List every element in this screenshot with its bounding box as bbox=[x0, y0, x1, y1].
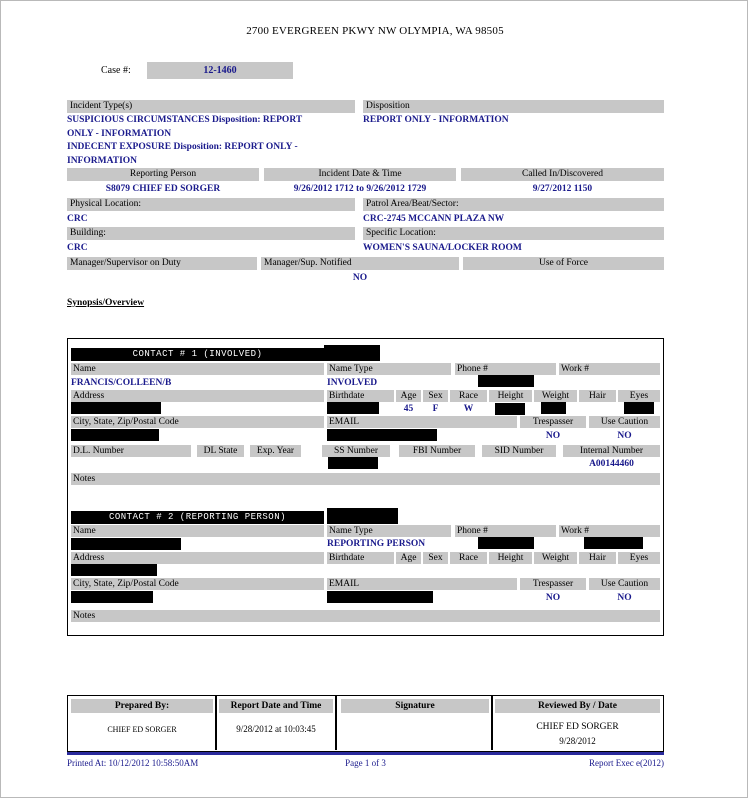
contact-1-phone-label: Phone # bbox=[455, 363, 556, 375]
foot-divider-2 bbox=[335, 696, 337, 750]
contact-2-city-label: City, State, Zip/Postal Code bbox=[71, 578, 324, 590]
contact-2-work-label: Work # bbox=[559, 525, 660, 537]
contact-2-address-label: Address bbox=[71, 552, 324, 564]
contact-2-name-redaction bbox=[71, 538, 181, 550]
contact-2-age-label: Age bbox=[396, 552, 421, 564]
called-in-label: Called In/Discovered bbox=[461, 168, 664, 181]
contact-2-title-redaction bbox=[327, 508, 398, 524]
incident-datetime-label: Incident Date & Time bbox=[264, 168, 456, 181]
contact-1-title: CONTACT # 1 (INVOLVED) bbox=[71, 348, 324, 361]
contact-1-trespasser-label: Trespasser bbox=[520, 416, 586, 428]
contact-1-name-type-value: INVOLVED bbox=[327, 378, 378, 388]
patrol-area-value: CRC-2745 MCCANN PLAZA NW bbox=[363, 214, 505, 224]
contact-2-birthdate-label: Birthdate bbox=[327, 552, 394, 564]
contact-1-eyes-redaction bbox=[624, 402, 654, 414]
manager-notified-label: Manager/Sup. Notified bbox=[261, 257, 459, 270]
contact-2-phone-redaction bbox=[478, 537, 534, 549]
contact-2-name-type-label: Name Type bbox=[327, 525, 451, 537]
contact-2-email-label: EMAIL bbox=[327, 578, 517, 590]
printed-at: Printed At: 10/12/2012 10:58:50AM bbox=[67, 758, 199, 768]
contact-2-hair-label: Hair bbox=[579, 552, 616, 564]
contact-2-address-redaction bbox=[71, 564, 157, 576]
contact-1-name-label: Name bbox=[71, 363, 324, 375]
incident-types-value bbox=[67, 114, 359, 168]
prepared-by-label: Prepared By: bbox=[71, 699, 213, 713]
contact-2-height-label: Height bbox=[489, 552, 532, 564]
specific-location-value: WOMEN'S SAUNA/LOCKER ROOM bbox=[363, 243, 522, 253]
reporting-person-label: Reporting Person bbox=[67, 168, 259, 181]
incident-type-line-2: ONLY - INFORMATION bbox=[67, 128, 172, 139]
contact-1-name-type-label: Name Type bbox=[327, 363, 451, 375]
synopsis-label: Synopsis/Overview bbox=[67, 298, 145, 308]
reviewed-by-label: Reviewed By / Date bbox=[495, 699, 660, 713]
contact-1-address-label: Address bbox=[71, 390, 324, 402]
contact-1-weight-redaction bbox=[541, 402, 566, 414]
incident-type-line-1: SUSPICIOUS CIRCUMSTANCES Disposition: REPORT bbox=[67, 115, 303, 125]
contact-2-trespasser-value: NO bbox=[545, 593, 561, 603]
contact-1-age-label: Age bbox=[396, 390, 421, 402]
contact-1-city-label: City, State, Zip/Postal Code bbox=[71, 416, 324, 428]
contact-1-title-redaction bbox=[324, 345, 380, 361]
contact-2-weight-label: Weight bbox=[534, 552, 577, 564]
contact-1-use-caution-value: NO bbox=[617, 431, 632, 441]
contact-1-internal-number-value: A00144460 bbox=[589, 459, 634, 469]
manager-supervisor-label: Manager/Supervisor on Duty bbox=[67, 257, 257, 270]
contact-2-trespasser-label: Trespasser bbox=[520, 578, 586, 590]
contact-1-name-value: FRANCIS/COLLEEN/B bbox=[71, 378, 172, 388]
contact-1-fbi-number-label: FBI Number bbox=[399, 445, 475, 457]
reviewed-by-value: CHIEF ED SORGER bbox=[536, 722, 619, 732]
case-number-value: 12-1460 bbox=[203, 65, 237, 76]
signature-label: Signature bbox=[341, 699, 489, 713]
called-in-value: 9/27/2012 1150 bbox=[532, 184, 593, 194]
contact-2-title: CONTACT # 2 (REPORTING PERSON) bbox=[71, 511, 324, 524]
contact-1-hair-label: Hair bbox=[579, 390, 616, 402]
physical-location-value: CRC bbox=[67, 214, 88, 224]
contact-1-height-redaction bbox=[495, 403, 525, 415]
contact-1-dl-state-label: DL State bbox=[197, 445, 244, 457]
contact-1-exp-year-label: Exp. Year bbox=[250, 445, 301, 457]
incident-type-line-3: INDECENT EXPOSURE Disposition: REPORT ONLY - bbox=[67, 142, 298, 152]
contact-1-address-redaction bbox=[71, 402, 161, 414]
contact-1-race-value: W bbox=[463, 404, 474, 414]
contact-1-height-label: Height bbox=[489, 390, 532, 402]
contact-1-sex-value: F bbox=[432, 404, 439, 414]
contact-2-work-redaction bbox=[584, 537, 643, 549]
foot-divider-3 bbox=[491, 696, 493, 750]
report-date-value: 9/28/2012 at 10:03:45 bbox=[236, 724, 316, 734]
specific-location-label: Specific Location: bbox=[363, 227, 664, 240]
contact-2-race-label: Race bbox=[450, 552, 487, 564]
contact-1-weight-label: Weight bbox=[534, 390, 577, 402]
building-value: CRC bbox=[67, 243, 88, 253]
contact-2-name-type-value: REPORTING PERSON bbox=[327, 539, 426, 549]
reporting-person-value: S8079 CHIEF ED SORGER bbox=[105, 184, 221, 194]
contact-1-phone-redaction bbox=[478, 375, 534, 387]
contact-1-use-caution-label: Use Caution bbox=[589, 416, 660, 428]
contact-1-ss-number-redaction bbox=[328, 457, 378, 469]
contact-1-birthdate-label: Birthdate bbox=[327, 390, 394, 402]
contact-1-city-redaction bbox=[71, 429, 159, 441]
contact-1-eyes-label: Eyes bbox=[618, 390, 660, 402]
incident-types-label: Incident Type(s) bbox=[67, 100, 355, 113]
contact-1-email-label: EMAIL bbox=[327, 416, 517, 428]
contact-2-city-redaction bbox=[71, 591, 153, 603]
contact-1-trespasser-value: NO bbox=[545, 431, 561, 441]
contact-2-eyes-label: Eyes bbox=[618, 552, 660, 564]
contact-1-email-redaction bbox=[327, 429, 437, 441]
contact-1-internal-number-label: Internal Number bbox=[563, 445, 660, 457]
contact-2-use-caution-value: NO bbox=[617, 593, 632, 603]
agency-address: 2700 EVERGREEN PKWY NW OLYMPIA, WA 98505 bbox=[246, 25, 504, 37]
contact-1-birthdate-redaction bbox=[327, 402, 379, 414]
contact-1-notes-label: Notes bbox=[71, 473, 660, 485]
contact-2-phone-label: Phone # bbox=[455, 525, 556, 537]
prepared-by-value: CHIEF ED SORGER bbox=[107, 725, 177, 734]
disposition-value: REPORT ONLY - INFORMATION bbox=[363, 115, 509, 125]
contact-2-sex-label: Sex bbox=[423, 552, 448, 564]
contact-1-work-label: Work # bbox=[559, 363, 660, 375]
contact-1-ss-number-label: SS Number bbox=[322, 445, 390, 457]
contact-1-sex-label: Sex bbox=[423, 390, 448, 402]
contact-1-age-value: 45 bbox=[403, 404, 414, 414]
report-date-label: Report Date and Time bbox=[219, 699, 333, 713]
footer-rule bbox=[67, 752, 664, 755]
contact-2-notes-label: Notes bbox=[71, 610, 660, 622]
case-number-label: Case #: bbox=[101, 65, 131, 76]
contact-2-email-redaction bbox=[327, 591, 433, 603]
product-name: Report Exec e(2012) bbox=[589, 758, 664, 768]
contact-2-use-caution-label: Use Caution bbox=[589, 578, 660, 590]
incident-type-line-4: INFORMATION bbox=[67, 155, 138, 166]
physical-location-label: Physical Location: bbox=[67, 198, 355, 211]
contact-2-name-label: Name bbox=[71, 525, 324, 537]
use-of-force-label: Use of Force bbox=[463, 257, 664, 270]
contact-1-race-label: Race bbox=[450, 390, 487, 402]
foot-divider-1 bbox=[215, 696, 217, 750]
building-label: Building: bbox=[67, 227, 355, 240]
page-number: Page 1 of 3 bbox=[345, 758, 386, 768]
contact-1-sid-number-label: SID Number bbox=[482, 445, 556, 457]
manager-notified-value: NO bbox=[352, 273, 368, 283]
contact-1-dl-number-label: D.L. Number bbox=[71, 445, 191, 457]
incident-datetime-value: 9/26/2012 1712 to 9/26/2012 1729 bbox=[293, 184, 427, 194]
disposition-label: Disposition bbox=[363, 100, 664, 113]
patrol-area-label: Patrol Area/Beat/Sector: bbox=[363, 198, 664, 211]
reviewed-date-value: 9/28/2012 bbox=[559, 736, 596, 746]
